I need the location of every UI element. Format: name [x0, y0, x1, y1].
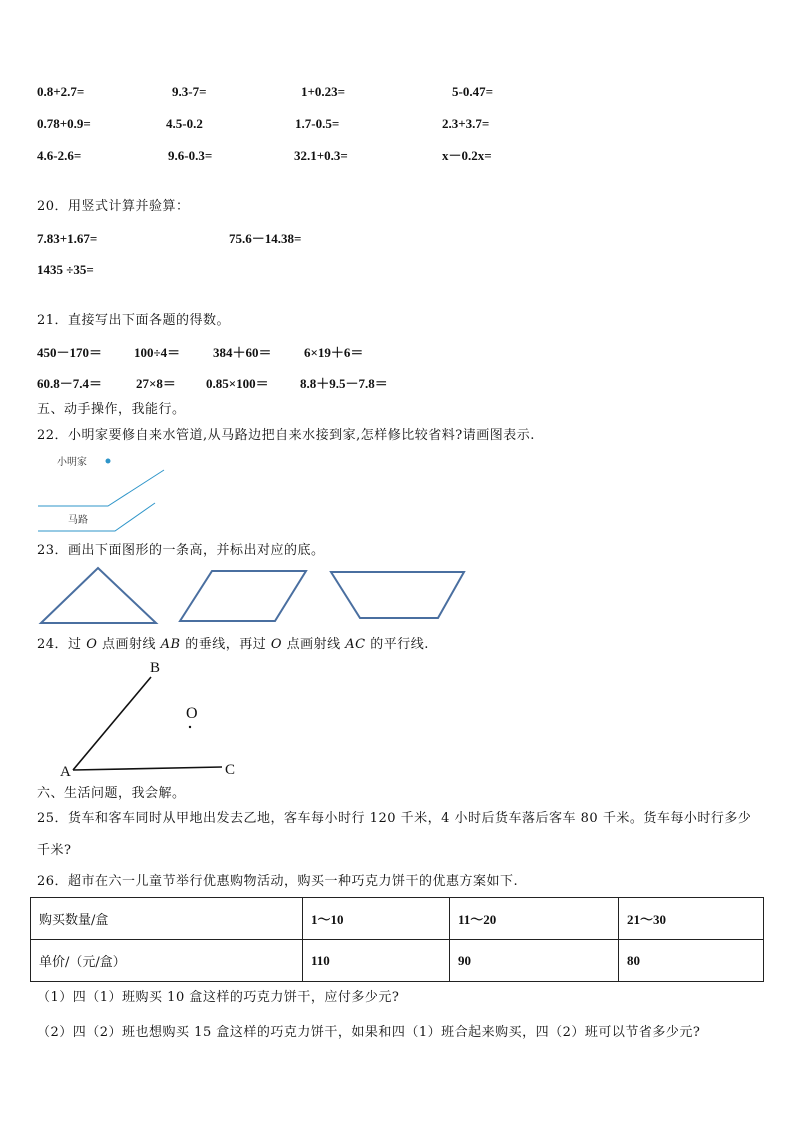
parallelogram-shape [180, 571, 306, 621]
calc-item: 2.3+3.7= [442, 116, 490, 131]
calc-item: 1435 ÷35= [37, 262, 94, 277]
title-part: 的垂线，再过 [180, 637, 271, 652]
calc-item: 100÷4＝ [134, 345, 181, 360]
question-text: 25．货车和客车同时从甲地出发去乙地，客车每小时行 120 千米，4 小时后货车落后客车 80 千米。货车每小时行多少 [37, 811, 752, 826]
question-title: 20．用竖式计算并验算： [37, 199, 190, 214]
table-cell: 110 [303, 940, 450, 982]
point-o-label: O [186, 705, 198, 722]
table-cell: 11～20 [450, 898, 619, 940]
title-part: 的平行线. [365, 637, 429, 652]
table-cell: 1～10 [303, 898, 450, 940]
title-part: 点画射线 [97, 637, 161, 652]
calc-item: 1+0.23= [301, 84, 346, 99]
calc-item: 5-0.47= [452, 84, 493, 99]
calc-item: 0.8+2.7= [37, 84, 85, 99]
calc-item: 384＋60＝ [213, 345, 272, 360]
ray-ab [73, 677, 151, 770]
calc-item: 9.3-7= [172, 84, 207, 99]
question-title: 22．小明家要修自来水管道,从马路边把自来水接到家,怎样修比较省料?请画图表示. [37, 428, 535, 443]
point-o-dot [189, 726, 191, 728]
calc-item: 60.8－7.4＝ [37, 376, 103, 391]
road-edge-upper [38, 470, 164, 506]
road-diagram [38, 459, 164, 532]
road-label: 马路 [68, 515, 88, 526]
sub-question: （1）四（1）班购买 10 盒这样的巧克力饼干，应付多少元? [37, 990, 400, 1005]
trapezoid-shape [331, 572, 464, 618]
question-title: 23．画出下面图形的一条高，并标出对应的底。 [37, 543, 325, 558]
table-cell: 90 [450, 940, 619, 982]
question-title: 26．超市在六一儿童节举行优惠购物活动，购买一种巧克力饼干的优惠方案如下. [37, 874, 519, 889]
table-cell: 21～30 [619, 898, 764, 940]
calc-item: 7.83+1.67= [37, 231, 98, 246]
calc-item: 4.5-0.2 [166, 116, 203, 131]
table-cell: 80 [619, 940, 764, 982]
section-heading: 五、动手操作，我能行。 [37, 402, 186, 417]
section-heading: 六、生活问题，我会解。 [37, 786, 186, 801]
point-a-label: A [60, 764, 71, 780]
calc-item: 32.1+0.3= [294, 148, 348, 163]
ray-ac-ref: AC [345, 637, 366, 652]
calc-item: 8.8＋9.5－7.8＝ [300, 376, 388, 391]
calc-item: 9.6-0.3= [168, 148, 213, 163]
sub-question: （2）四（2）班也想购买 15 盒这样的巧克力饼干，如果和四（1）班合起来购买，四（2）班可以节省多少元? [37, 1025, 701, 1040]
calc-item: 4.6-2.6= [37, 148, 82, 163]
ray-ab-ref: AB [160, 637, 181, 652]
point-o-ref: O [86, 637, 98, 652]
calc-item: 1.7-0.5= [295, 116, 340, 131]
table-cell: 购买数量/盒 [31, 898, 303, 940]
calc-item: 450－170＝ [37, 345, 103, 360]
calc-item: 75.6－14.38= [229, 231, 302, 246]
title-part: 24．过 [37, 637, 87, 652]
question-title: 21．直接写出下面各题的得数。 [37, 313, 231, 328]
calc-item: 0.78+0.9= [37, 116, 91, 131]
title-part: 点画射线 [282, 637, 346, 652]
home-dot [106, 459, 111, 464]
triangle-shape [41, 568, 156, 623]
calc-item: 6×19＋6＝ [304, 345, 364, 360]
road-edge-lower [38, 503, 155, 531]
home-label: 小明家 [57, 457, 87, 468]
question-text: 千米? [37, 843, 72, 858]
point-b-label: B [150, 660, 161, 676]
point-o-ref: O [270, 637, 283, 652]
calc-item: x－0.2x= [442, 148, 492, 163]
calc-item: 0.85×100＝ [206, 376, 269, 391]
calc-item: 27×8＝ [136, 376, 176, 391]
point-c-label: C [225, 762, 236, 778]
table-cell: 单价/（元/盒） [31, 940, 303, 982]
ray-ac [73, 767, 222, 770]
